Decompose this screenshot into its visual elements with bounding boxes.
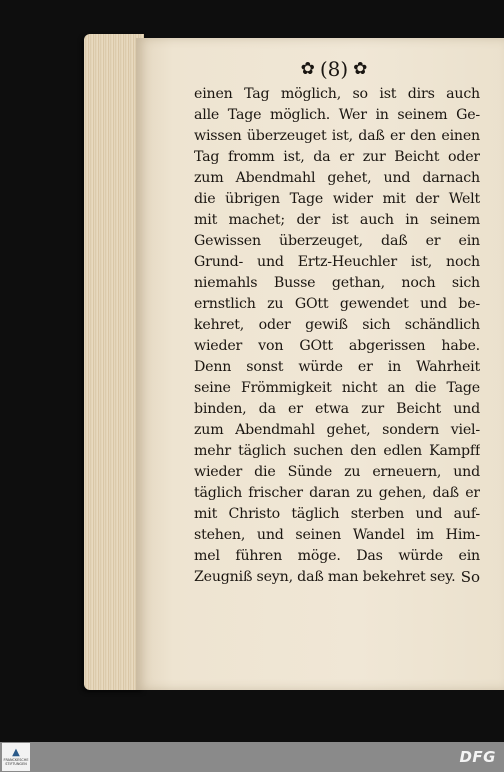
text-line: Tag fromm ist, da er zur Beicht oder — [194, 149, 480, 165]
text-line: täglich frischer daran zu gehen, daß er — [194, 485, 480, 501]
text-line: Grund- und Ertz-Heuchler ist, noch — [194, 254, 480, 270]
text-line: alle Tage möglich. Wer in seinem Ge- — [194, 107, 480, 123]
text-line: einen Tag möglich, so ist dirs auch — [194, 86, 480, 102]
catchword: So — [460, 568, 480, 586]
text-line: wieder die Sünde zu erneuern, und — [194, 464, 480, 480]
ornament-left-icon: ✿ — [300, 58, 315, 79]
text-line: mel führen möge. Das würde ein — [194, 548, 480, 564]
body-text — [194, 84, 480, 588]
text-line: zum Abendmahl gehet, und darnach — [194, 170, 480, 186]
text-line: Gewissen überzeuget, daß er ein — [194, 233, 480, 249]
text-line: Zeugniß seyn, daß man bekehret sey. — [194, 569, 456, 585]
franckesche-logo-icon: ▲ — [12, 746, 20, 758]
text-line: mit machet; der ist auch in seinem — [194, 212, 480, 228]
page-number: (8) — [319, 57, 349, 81]
ornament-right-icon: ✿ — [353, 58, 368, 79]
text-line: niemahls Busse gethan, noch sich — [194, 275, 480, 291]
text-line: mehr täglich suchen den edlen Kampff — [194, 443, 480, 459]
text-line: binden, da er etwa zur Beicht und — [194, 401, 480, 417]
text-line: zum Abendmahl gehet, sondern viel- — [194, 422, 480, 438]
book-page-edges — [84, 34, 144, 690]
text-line: wieder von GOtt abgerissen habe. — [194, 338, 480, 354]
text-line: seine Frömmigkeit nicht an die Tage — [194, 380, 480, 396]
footer-bar — [0, 742, 504, 772]
text-line: kehret, oder gewiß sich schändlich — [194, 317, 480, 333]
dfg-logo[interactable]: DFG — [459, 748, 496, 766]
text-line: wissen überzeuget ist, daß er den einen — [194, 128, 480, 144]
text-line: stehen, und seinen Wandel im Him- — [194, 527, 480, 543]
text-line: die übrigen Tage wider mit der Welt — [194, 191, 480, 207]
text-line: Denn sonst würde er in Wahrheit — [194, 359, 480, 375]
institution-logo[interactable] — [2, 743, 30, 771]
text-line: mit Christo täglich sterben und auf- — [194, 506, 480, 522]
text-line: ernstlich zu GOtt gewendet und be- — [194, 296, 480, 312]
page-header — [286, 56, 382, 82]
logo-text: FRANCKESCHE STIFTUNGEN — [3, 757, 29, 766]
